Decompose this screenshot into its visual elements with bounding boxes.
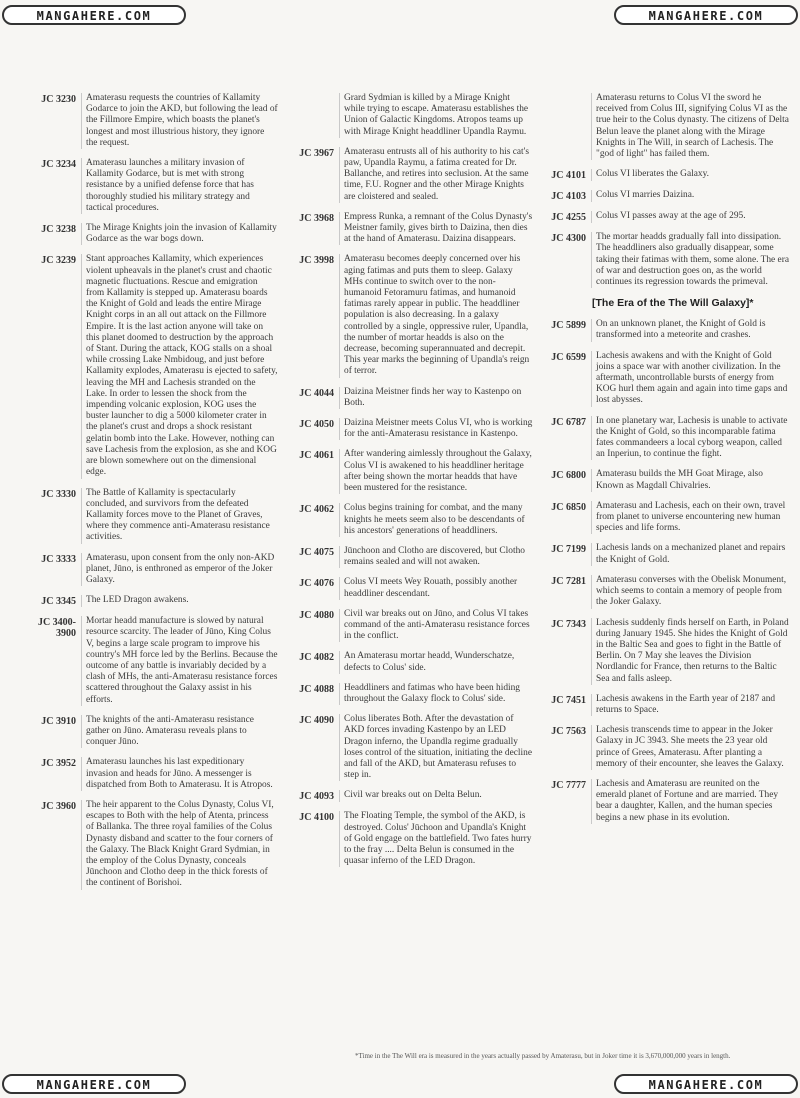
timeline-entry (30, 616, 278, 706)
timeline-column-3 (540, 93, 790, 833)
era-heading: [The Era of the The Will Galaxy]* (592, 297, 754, 310)
timeline-entry (288, 503, 533, 537)
timeline-entry (288, 147, 533, 203)
entry-text: Lachesis lands on a mechanized planet and repairs the Knight of Gold. (591, 543, 790, 565)
timeline-entry (288, 387, 533, 409)
timeline-entry (540, 416, 790, 461)
entry-text: The Floating Temple, the symbol of the AKD, is destroyed. Colus' Jūchoon and Upandla's Knight of Gold engage on the battlefield. Two fates hurry to the fray .... Delta Belun is consumed in the quasar inferno of the LED Dragon. (339, 811, 533, 867)
entry-year: JC 4044 (299, 387, 334, 399)
entry-year: JC 3400-3900 (37, 617, 76, 640)
watermark-top-right: MANGAHERE.COM (614, 5, 798, 25)
timeline-entry (540, 725, 790, 770)
entry-year: JC 4050 (299, 419, 334, 431)
timeline-entry (30, 158, 278, 214)
timeline-entry (30, 488, 278, 544)
entry-text: Amaterasu builds the MH Goat Mirage, also Known as Magdall Chivalries. (591, 469, 790, 491)
entry-text: In one planetary war, Lachesis is unable to activate the Knight of Gold, so this incomparable fatima fates commandeers a local cyborg weapon, called an Inperiun, to continue the fight. (591, 416, 790, 461)
entry-year: JC 7199 (551, 544, 586, 556)
entry-text: Mortar headd manufacture is slowed by natural resource scarcity. The leader of Jūno, King Colus V, begins a large scale program to improve his country's MH force led by the Berlins. Because the outcome of any battle is invariably decided by a clash of MHs, the anti-Amaterasu resistance forces scattered throughout the Galaxy assist in his efforts. (81, 616, 278, 706)
entry-year: JC 3234 (41, 159, 76, 171)
entry-text: Amaterasu launches a military invasion of Kallamity Godarce, but is met with strong resistance by a unified defense force that has thoroughly studied his military strategy and tactical procedures. (81, 158, 278, 214)
timeline-entry (540, 694, 790, 716)
entry-year: JC 4062 (299, 504, 334, 516)
entry-year: JC 5899 (551, 320, 586, 332)
entry-text: Colus VI liberates the Galaxy. (591, 169, 709, 181)
entry-year: JC 3230 (41, 94, 76, 105)
entry-text: The Mirage Knights join the invasion of Kallamity Godarce as the war bogs down. (81, 223, 278, 245)
timeline-entry (540, 779, 790, 824)
entry-text: Colus begins training for combat, and the many knights he meets seem also to be descendants of his ancestors' generations of headdliners. (339, 503, 533, 537)
timeline-entry (30, 93, 278, 149)
entry-text: Amaterasu and Lachesis, each on their own, travel from planet to universe encountering new human species and life forms. (591, 501, 790, 535)
timeline-entry (540, 501, 790, 535)
watermark-bottom-left: MANGAHERE.COM (2, 1074, 186, 1094)
entry-year (540, 93, 586, 160)
entry-text: Headdliners and fatimas who have been hiding throughout the Galaxy flock to Colus' side. (339, 683, 533, 705)
entry-text: Lachesis transcends time to appear in the Joker Galaxy in JC 3943. She meets the 23 year old prince of Grees, Amaterasu. After planting a memory of their encounter, she leaves the Galaxy. (591, 725, 790, 770)
entry-text: Lachesis suddenly finds herself on Earth, in Poland during January 1945. She hides the Knight of Gold in the Baltic Sea and goes to fight in the Battle of Berlin. On 7 May she leaves the Division Nordlandic for France, then returns to the Baltic Sea and falls asleep. (591, 618, 790, 685)
timeline-entry (30, 595, 278, 607)
timeline-column-1 (30, 93, 278, 899)
entry-year: JC 4061 (299, 450, 334, 462)
timeline-entry (30, 223, 278, 245)
entry-year: JC 4080 (299, 609, 334, 621)
entry-year: JC 7777 (551, 779, 586, 791)
entry-text: On an unknown planet, the Knight of Gold is transformed into a meteorite and crashes. (591, 319, 790, 341)
timeline-entry (540, 543, 790, 565)
timeline-entry (288, 790, 533, 802)
timeline-entry (540, 575, 790, 609)
entry-year: JC 7343 (551, 618, 586, 630)
timeline-entry (540, 618, 790, 685)
entry-text: Lachesis awakens in the Earth year of 2187 and returns to Space. (591, 694, 790, 716)
entry-text: After wandering aimlessly throughout the Galaxy, Colus VI is awakened to his headdliner heritage after being shown the mortar headds that have been mustered for the resistance. (339, 449, 533, 494)
entry-text: Grard Sydmian is killed by a Mirage Knight while trying to escape. Amaterasu establishes the Union of Galactic Kingdoms. Atropos teams up with Mirage Knight headdliner Upandla Raymu. (339, 93, 533, 138)
entry-year: JC 3238 (41, 224, 76, 236)
entry-year: JC 4090 (299, 715, 334, 727)
entry-text: Civil war breaks out on Jūno, and Colus VI takes command of the anti-Amaterasu resistance forces in the conflict. (339, 609, 533, 643)
entry-year: JC 4082 (299, 652, 334, 664)
entry-year: JC 4101 (551, 170, 586, 182)
timeline-entry (30, 757, 278, 791)
timeline-entry (30, 715, 278, 749)
entry-year: JC 4075 (299, 546, 334, 558)
watermark-bottom-right: MANGAHERE.COM (614, 1074, 798, 1094)
entry-year: JC 3998 (299, 255, 334, 267)
entry-year: JC 6850 (551, 501, 586, 513)
entry-year: JC 7281 (551, 575, 586, 587)
timeline-entry (30, 800, 278, 890)
footnote: *Time in the The Will era is measured in the years actually passed by Amaterasu, but in Joker time it is 3,670,000,000 years in length. (355, 1052, 731, 1060)
timeline-column-2 (288, 93, 533, 876)
entry-text: The mortar headds gradually fall into dissipation. The headdliners also gradually disappear, some taking their fatimas with them, some alone. The era of war and destruction goes on, as the world continues its regression towards the primeval. (591, 232, 790, 288)
entry-text: An Amaterasu mortar headd, Wunderschatze, defects to Colus' side. (339, 651, 533, 673)
entry-text: Civil war breaks out on Delta Belun. (339, 790, 482, 802)
entry-text: Daizina Meistner meets Colus VI, who is working for the anti-Amaterasu resistance in Kastenpo. (339, 418, 533, 440)
entry-text: Amaterasu converses with the Obelisk Monument, which seems to contain a memory of people from the Joker Galaxy. (591, 575, 790, 609)
entry-text: Empress Runka, a remnant of the Colus Dynasty's Meistner family, gives birth to Daizina, then dies at the hand of Amaterasu. Daizina disappears. (339, 212, 533, 246)
entry-year: JC 3333 (41, 553, 76, 565)
entry-text: Lachesis awakens and with the Knight of Gold joins a space war with another civilization. In the aftermath, uncontrollable bursts of energy from KOG hurl them again and again into time gaps and lost abysses. (591, 351, 790, 407)
timeline-entry (288, 449, 533, 494)
entry-text: Stant approaches Kallamity, which experiences violent upheavals in the planet's crust and chaotic magnetic fluctuations. Rescue and emigration from Kallamity is stepped up. Amaterasu boards the Knight of Gold and leads the entire Mirage Knight corps in an all out attack on the Fillmore Empire. It is the last action anyone will take on this planet doomed to destruction by the approach of Stant. During the attack, KOG stalls on a shoal while crossing Lake Nmbidoug, and just before Kallamity explodes, Amaterasu is ejected to safety, leaving the MH and Lachesis stranded on the Lake. In order to lessen the shock from the impending volcanic explosion, KOG uses the buster launcher to dig a 5000 kilometer crater in the planet's crust and drops a shock resistant gelatin bomb into the Lake. However, nothing can save Lachesis from the explosion, as she and KOG are blown somewhere out on the dimensional edge. (81, 254, 278, 478)
entry-text: Daizina Meistner finds her way to Kastenpo on Both. (339, 387, 533, 409)
entry-text: Jūnchoon and Clotho are discovered, but Clotho remains sealed and will not awaken. (339, 546, 533, 568)
entry-text: The knights of the anti-Amaterasu resistance gather on Jūno. Amaterasu reveals plans to conquer Jūno. (81, 715, 278, 749)
timeline-entry (288, 811, 533, 867)
entry-year: JC 3960 (41, 800, 76, 812)
entry-year: JC 3330 (41, 488, 76, 500)
entry-year: JC 6599 (551, 351, 586, 363)
entry-text: Lachesis and Amaterasu are reunited on the emerald planet of Fortune and are married. They bear a daughter, Kallen, and the human species begins a new phase in its evolution. (591, 779, 790, 824)
timeline-entry (288, 609, 533, 643)
timeline-entry (540, 469, 790, 491)
entry-year: JC 6787 (551, 416, 586, 428)
timeline-entry (540, 232, 790, 288)
entry-year: JC 3345 (41, 596, 76, 608)
entry-text: Amaterasu, upon consent from the only non-AKD planet, Jūno, is enthroned as emperor of the Joker Galaxy. (81, 553, 278, 587)
entry-year: JC 3239 (41, 255, 76, 267)
timeline-entry (288, 651, 533, 673)
entry-text: Colus VI marries Daizina. (591, 190, 694, 202)
entry-year: JC 3967 (299, 147, 334, 159)
entry-year: JC 4103 (551, 191, 586, 203)
entry-text: Amaterasu requests the countries of Kallamity Godarce to join the AKD, but following the lead of the Fillmore Empire, which boasts the planet's longest and most illustrious history, they ignore the request. (81, 93, 278, 149)
timeline-entry (540, 93, 790, 160)
entry-year: JC 7451 (551, 694, 586, 706)
entry-year (288, 93, 334, 138)
timeline-entry (288, 418, 533, 440)
timeline-entry (540, 169, 790, 181)
timeline-entry (288, 577, 533, 599)
entry-year: JC 6800 (551, 470, 586, 482)
watermark-top-left: MANGAHERE.COM (2, 5, 186, 25)
entry-year: JC 3952 (41, 758, 76, 770)
entry-year: JC 4100 (299, 812, 334, 824)
entry-text: Colus liberates Both. After the devastation of AKD forces invading Kastenpo by an LED Dragon inferno, the Upandla regime gradually loses control of the situation, initiating the decline and fall of the AKD, but Amaterasu refuses to step in. (339, 714, 533, 781)
timeline-entry (288, 212, 533, 246)
timeline-entry (30, 553, 278, 587)
timeline-entry (288, 93, 533, 138)
entry-year: JC 3910 (41, 715, 76, 727)
entry-year: JC 4255 (551, 212, 586, 224)
timeline-entry (288, 714, 533, 781)
timeline-entry (540, 319, 790, 341)
timeline-entry (288, 546, 533, 568)
entry-year: JC 4088 (299, 683, 334, 695)
entry-year: JC 7563 (551, 726, 586, 738)
timeline-entry (288, 683, 533, 705)
entry-text: Colus VI passes away at the age of 295. (591, 211, 746, 223)
timeline-entry (540, 190, 790, 202)
entry-text: The heir apparent to the Colus Dynasty, Colus VI, escapes to Both with the help of Atenta, princess of Ballanka. The three royal families of the Colus Dynasty disband and scatter to the four corners of the Galaxy. The Black Knight Grard Sydmian, in the employ of the Colus Dynasty, conceals Jūnchoon and Clotho deep in the thick forests of the continent of Borishoi. (81, 800, 278, 890)
entry-year: JC 4300 (551, 233, 586, 245)
entry-text: Amaterasu launches his last expeditionary invasion and heads for Jūno. A messenger is dispatched from Both to Amaterasu. It is Atropos. (81, 757, 278, 791)
timeline-entry (30, 254, 278, 478)
entry-year: JC 3968 (299, 212, 334, 224)
entry-year: JC 4076 (299, 578, 334, 590)
entry-text: Colus VI meets Wey Rouath, possibly another headdliner descendant. (339, 577, 533, 599)
entry-text: Amaterasu returns to Colus VI the sword he received from Colus III, signifying Colus VI as the true heir to the Colus dynasty. The citizens of Delta Belun leave the planet along with the Mirage Knights in The Will, in search of Lachesis. The "god of light" has failed them. (591, 93, 790, 160)
entry-text: The Battle of Kallamity is spectacularly concluded, and survivors from the defeated Kallamity forces move to the Planet of Graves, where they commence anti-Amaterasu resistance activities. (81, 488, 278, 544)
entry-text: The LED Dragon awakens. (81, 595, 189, 607)
entry-year: JC 4093 (299, 791, 334, 803)
timeline-entry (540, 351, 790, 407)
entry-text: Amaterasu entrusts all of his authority to his cat's paw, Upandla Raymu, a fatima created for Dr. Ballanche, and retires into seclusion. At the same time, F.U. Rogner and the other Mirage Knights are cloistered and sealed. (339, 147, 533, 203)
timeline-entry (288, 254, 533, 377)
entry-text: Amaterasu becomes deeply concerned over his aging fatimas and puts them to sleep. Galaxy MHs continue to switch over to the non-humanoid Fetoramuru fatimas, and humanoid fatimas rarely appear in public. The headdliner population is also decreasing. In a galaxy controlled by a single, oppressive ruler, Upandla, the number of mortar headds is also on the decrease, becoming superannuated and decrepit. This year marks the beginning of Upandla's reign of terror. (339, 254, 533, 377)
timeline-entry (540, 211, 790, 223)
